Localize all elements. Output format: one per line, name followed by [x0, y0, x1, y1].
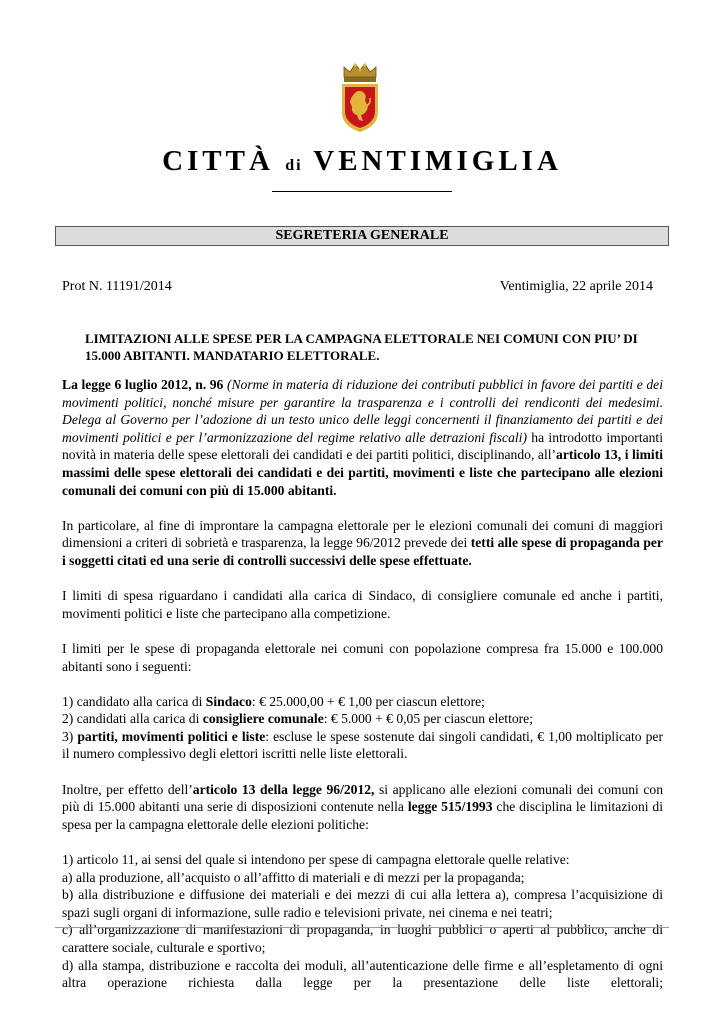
paragraph-text: ha introdotto importanti novità in materia delle spese elettorali dei candidati e dei partiti politici, disciplinando, all’ — [62, 429, 663, 463]
item-text: 2) candidati alla carica di — [62, 711, 203, 727]
article-11-list — [62, 851, 663, 992]
city-name-part-1: CITTÀ — [162, 145, 274, 177]
item-bold: partiti, movimenti politici e liste — [77, 728, 266, 744]
paragraph-inoltre — [62, 781, 663, 834]
paragraph-text: In particolare, al fine di improntare la campagna elettorale per le elezioni comunali dei comuni di maggiori dimensioni a criteri di sobrietà e trasparenza, la legge 96/2012 prevede dei — [62, 517, 663, 551]
paragraph-text: Inoltre, per effetto dell’ — [62, 781, 193, 797]
paragraph-bold: articolo 13, i limiti massimi delle spese elettorali dei candidati e dei partiti, movimenti e liste che partecipano alle elezioni comunali dei comuni con più di 15.000 abitanti. — [62, 447, 663, 498]
paragraph-limiti-spesa: I limiti di spesa riguardano i candidati alla carica di Sindaco, di consigliere comunale ed anche i partiti, movimenti politici e liste che partecipano alla competizione. — [62, 588, 663, 621]
department-label: SEGRETERIA GENERALE — [275, 228, 449, 243]
limits-list — [62, 693, 663, 763]
paragraph-bold: tetti alle spese di propaganda per i soggetti citati ed una serie di controlli successivi delle spese effettuate. — [62, 535, 663, 568]
department-box — [55, 226, 669, 246]
item-text: : € 5.000 + € 0,05 per ciascun elettore; — [323, 711, 533, 727]
list-item — [62, 693, 663, 711]
item-bold: Sindaco — [205, 693, 252, 709]
paragraph-law-96 — [62, 376, 663, 499]
paragraph-bold: legge 515/1993 — [407, 799, 493, 815]
item-text: 3) — [62, 728, 78, 744]
item-text: 1) candidato alla carica di — [62, 693, 206, 709]
paragraph-bold: articolo 13 della legge 96/2012, — [192, 781, 375, 797]
list-item: c) all’organizzazione di manifestazioni di propaganda, in luoghi pubblici o aperti al pubblico, anche di carattere sociale, culturale e sportivo; — [62, 922, 663, 955]
paragraph-text: si applicano alle elezioni comunali dei comuni con più di 15.000 abitanti una serie di disposizioni contenute nella — [62, 781, 663, 815]
protocol-number: Prot N. 11191/2014 — [62, 279, 172, 294]
list-item — [62, 710, 663, 728]
list-item: b) alla distribuzione e diffusione dei materiali e dei mezzi di cui alla lettera a), compresa l’acquisizione di spazi sugli organi di informazione, sulle radio e televisioni private, nei cinema e nei teatri; — [62, 887, 663, 920]
list-item: d) alla stampa, distribuzione e raccolta dei moduli, all’autenticazione delle firme e all’espletamento di ogni altra operazione richiesta dalla legge per la presentazione delle liste elettorali; — [62, 957, 663, 991]
item-text: : € 25.000,00 + € 1,00 per ciascun elettore; — [251, 693, 485, 709]
city-name-part-2: VENTIMIGLIA — [313, 145, 562, 177]
item-bold: consigliere comunale — [202, 711, 324, 727]
list-item: a) alla produzione, all’acquisto o all’affitto di materiali e di mezzi per la propaganda; — [62, 869, 525, 885]
document-body — [62, 376, 663, 992]
subject-heading: LIMITAZIONI ALLE SPESE PER LA CAMPAGNA ELETTORALE NEI COMUNI CON PIU’ DI 15.000 ABITANTI. MANDATARIO ELETTORALE. — [85, 331, 638, 363]
list-item — [62, 728, 663, 763]
paragraph-limiti-propaganda: I limiti per le spese di propaganda elettorale nei comuni con popolazione compresa fra 15.000 e 100.000 abitanti sono i seguenti: — [62, 640, 663, 674]
paragraph-text: che disciplina le limitazioni di spesa per la campagna elettorale delle elezioni politiche: — [62, 799, 663, 832]
place-date: Ventimiglia, 22 aprile 2014 — [499, 279, 653, 294]
crown-icon — [344, 63, 376, 82]
item-text: : escluse le spese sostenute dai singoli candidati, € 1,00 moltiplicato per il numero complessivo degli elettori iscritti nelle liste elettorali. — [62, 728, 663, 762]
footer-divider — [55, 927, 669, 928]
city-name-di: di — [285, 157, 303, 174]
law-reference: La legge 6 luglio 2012, n. 96 — [62, 377, 224, 392]
law-description: (Norme in materia di riduzione dei contributi pubblici in favore dei partiti e dei movimenti politici, nonché misure per garantire la trasparenza e i controlli dei rendiconti dei medesimi. Delega al Governo per l’adozione di un testo unico delle leggi concernenti il finanziamento dei partiti e dei movimenti politici e per l’armonizzazione del regime relativo alle detrazioni fiscali) — [62, 377, 663, 445]
title-divider — [272, 191, 452, 192]
city-title — [0, 143, 724, 184]
paragraph-in-particolare — [62, 517, 663, 570]
list-item: 1) articolo 11, ai sensi del quale si intendono per spese di campagna elettorale quelle relative: — [62, 852, 570, 868]
city-crest-logo — [339, 62, 381, 134]
